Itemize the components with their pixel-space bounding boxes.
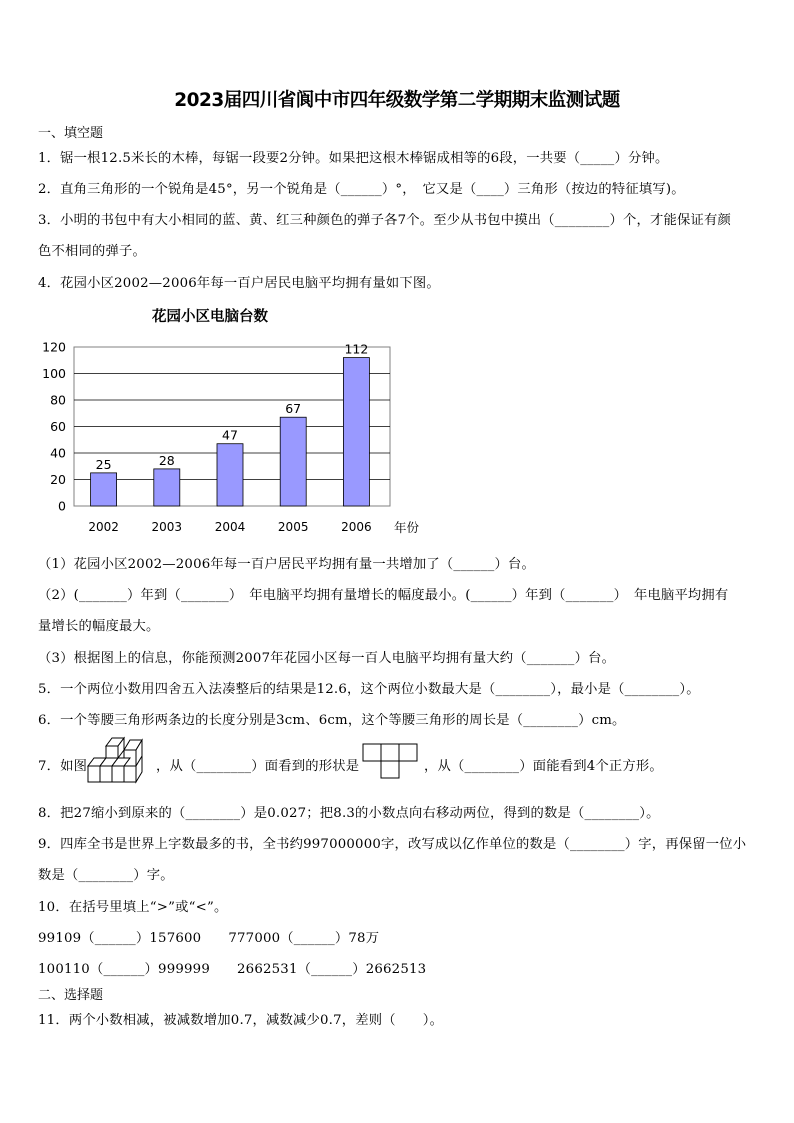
- x-tick-label: 2006: [341, 520, 372, 534]
- chart-title: 花园小区电脑台数: [152, 309, 268, 325]
- question-8: 8．把27缩小到原来的（________）是0.027；把8.3的小数点向右移动两位，得到的数是（________）。: [38, 806, 660, 821]
- x-tick-label: 2003: [151, 520, 183, 534]
- question-3-cont: 色不相同的弹子。: [38, 244, 146, 259]
- data-label-2003: 28: [158, 452, 175, 468]
- section-fill-blank: 一、填空题: [38, 126, 104, 141]
- question-9: 9．四库全书是世界上字数最多的书，全书约997000000字，改写成以亿作单位的数是（________）字，再保留一位小: [38, 837, 747, 852]
- question-4-2: （2）(_______）年到（_______） 年电脑平均拥有量增长的幅度最小。(______）年到（_______） 年电脑平均拥有: [38, 588, 729, 603]
- y-tick-label: 40: [50, 445, 66, 461]
- question-10: 10．在括号里填上“>”或“<”。: [38, 900, 228, 915]
- section-choice: 二、选择题: [38, 988, 104, 1003]
- question-4-3: （3）根据图上的信息，你能预测2007年花园小区每一百人电脑平均拥有量大约（_______）台。: [38, 651, 616, 666]
- y-tick-label: 20: [50, 472, 66, 487]
- question-3: 3．小明的书包中有大小相同的蓝、黄、红三种颜色的弹子各7个。至少从书包中摸出（________）个，才能保证有颜: [38, 213, 731, 228]
- x-tick-label: 2005: [277, 520, 309, 534]
- y-tick-label: 100: [42, 366, 66, 381]
- question-10-row-1: 99109（______）157600 777000（______）78万: [38, 931, 380, 946]
- view-shape-figure: [362, 743, 422, 779]
- bar-2002: [91, 473, 117, 506]
- page-title: 2023届四川省阆中市四年级数学第二学期期末监测试题: [174, 90, 620, 111]
- y-tick-label: 0: [58, 498, 66, 514]
- data-label-2004: 47: [222, 427, 238, 443]
- bar-2006: [343, 358, 369, 506]
- y-tick-label: 60: [50, 419, 66, 434]
- data-label-2006: 112: [344, 341, 369, 357]
- question-7-lead: 7．如图: [38, 759, 88, 774]
- question-6: 6．一个等腰三角形两条边的长度分别是3cm、6cm，这个等腰三角形的周长是（________）cm。: [38, 713, 626, 728]
- x-axis-label: 年份: [394, 520, 420, 535]
- bar-2003: [154, 469, 180, 506]
- data-label-2005: 67: [285, 401, 302, 417]
- question-7-mid: ，从（________）面看到的形状是: [156, 759, 360, 774]
- question-11: 11．两个小数相减，被减数增加0.7，减数减少0.7，差则（ ）。: [38, 1013, 444, 1028]
- question-4-1: （1）花园小区2002—2006年每一百户居民平均拥有量一共增加了（______）台。: [38, 557, 535, 572]
- question-7-end: ，从（________）面能看到4个正方形。: [424, 759, 663, 774]
- bar-chart: [30, 335, 450, 540]
- x-tick-label: 2004: [214, 520, 246, 534]
- y-tick-label: 80: [50, 392, 66, 408]
- question-2: 2．直角三角形的一个锐角是45°，另一个锐角是（______）°， 它又是（____）三角形（按边的特征填写)。: [38, 182, 685, 197]
- bar-2005: [280, 417, 306, 506]
- question-10-row-2: 100110（______）999999 2662531（______）2662513: [38, 962, 427, 977]
- question-1: 1．锯一根12.5米长的木棒，每锯一段要2分钟。如果把这根木棒锯成相等的6段，一共要（_____）分钟。: [38, 151, 669, 166]
- y-tick-label: 120: [42, 339, 66, 355]
- question-9-cont: 数是（________）字。: [38, 868, 174, 883]
- bar-2004: [217, 444, 243, 506]
- x-tick-label: 2002: [88, 520, 119, 534]
- cube-stack-figure: [86, 736, 156, 784]
- question-5: 5．一个两位小数用四舍五入法凑整后的结果是12.6，这个两位小数最大是（________），最小是（________）。: [38, 682, 700, 697]
- question-4: 4．花园小区2002—2006年每一百户居民电脑平均拥有量如下图。: [38, 276, 440, 291]
- question-4-2-cont: 量增长的幅度最大。: [38, 619, 160, 634]
- data-label-2002: 25: [95, 456, 112, 472]
